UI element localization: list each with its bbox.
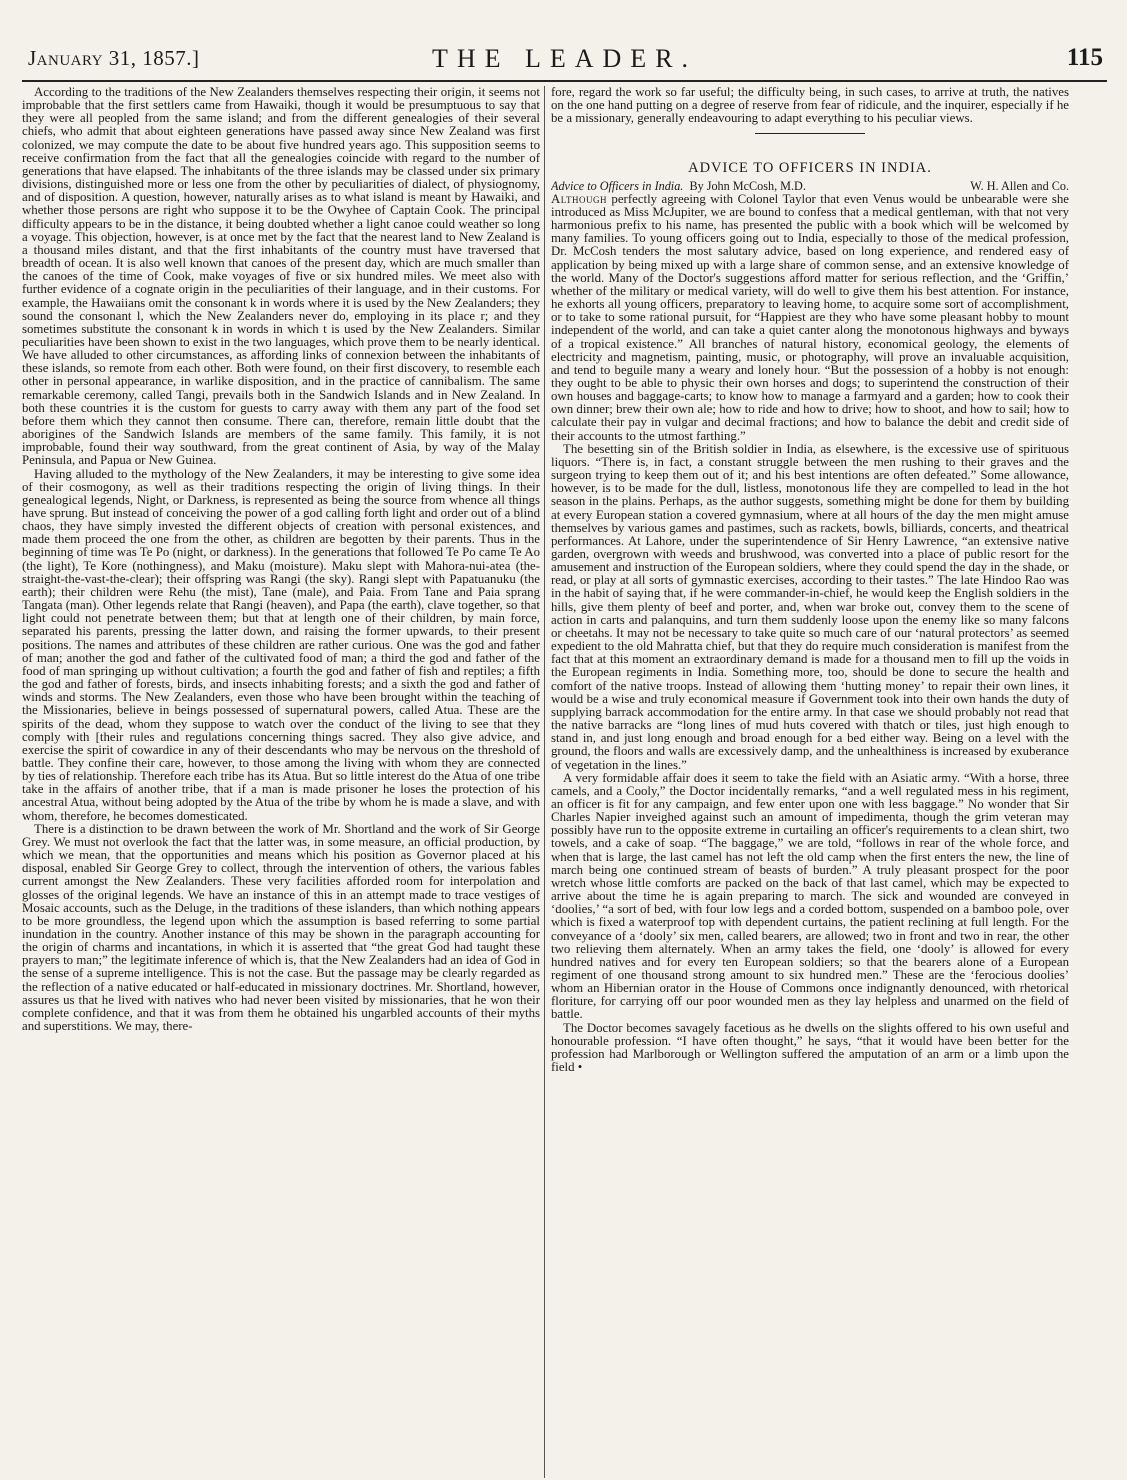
byline-publisher: W. H. Allen and Co. bbox=[970, 178, 1069, 193]
page-number: 115 bbox=[1066, 44, 1103, 71]
article-paragraph: There is a distinction to be drawn between the work of Mr. Shortland and the work of Sir George Grey. We must not overlook the fact that the latter was, in some measure, an official production, by which we mean, that the opportunities and means which his position as Governor placed at his disposal, enabled Sir George Grey to collect, through the intervention of others, the various fables current amongst the New Zealanders. These very facilities afforded room for interpolation and glosses of the original legends. We have an instance of this in an attempt made to trace vestiges of Mosaic accounts, such as the Deluge, in the traditions of these islanders, than which nothing appears to be more groundless, the legend upon which the assumption is based referring to some partial inundation in the country. Another instance of this may be shown in the paragraph accounting for the origin of charms and incantations, in which it is asserted that “the great God had taught these prayers to man;” the legitimate inference of which is, that the New Zealanders had an idea of God in the sense of a supreme intelligence. This is not the case. But the passage may be clearly regarded as the reflection of a native educated or half-educated in missionary doctrines. Mr. Shortland, however, assures us that he lived with natives who had never been visited by missionaries, that he won their complete confidence, and that it was from them he obtained his ungarbled accounts of their myths and superstitions. We may, there- bbox=[22, 821, 540, 1034]
byline-author: By John McCosh, M.D. bbox=[689, 178, 806, 193]
section-divider bbox=[755, 133, 865, 134]
article-paragraph: A very formidable affair does it seem to take the field with an Asiatic army. “With a horse, three camels, and a Cooly,” the Doctor incidentally remarks, “and a well regulated mess in his regiment, an officer is fit for any campaign, and few enter upon one with less baggage.” No wonder that Sir Charles Napier inveighed against such an amount of impedimenta, though the grim veteran may possibly have run to the opposite extreme in curtailing an officer's requirements to a clean shirt, two towels, and a cake of soap. “The baggage,” we are told, “follows in rear of the whole force, and when that is large, the last camel has not left the old camp when the first enters the new, the line of march being one continued stream of beasts of burden.” A truly pleasant prospect for the poor wretch whose little comforts are packed on the back of that last camel, which may be expected to arrive about the time he is again preparing to march. The sick and wounded are conveyed in ‘doolies,’ “a sort of bed, with four low legs and a corded bottom, suspended on a bamboo pole, over which is fixed a waterproof top with dependent curtains, the patient reclining at full length. For the conveyance of a ‘dooly’ six men, called bearers, are allowed; two in front and two in rear, the other two relieving them alternately. When an army takes the field, one ‘dooly’ is allowed for every hundred natives and for every ten European soldiers; so that the bearers alone of a European regiment of one thousand strong amount to six hundred men.” These are the ‘ferocious doolies’ whom an Hibernian orator in the House of Commons once indignantly denounced, with rhetorical floriture, for carrying off our poor wounded men as they lay helpless and unarmed on the field of battle. bbox=[551, 770, 1069, 1022]
article-title: ADVICE TO OFFICERS IN INDIA. bbox=[688, 160, 932, 177]
column-rule bbox=[544, 86, 545, 1478]
byline-book-title: Advice to Officers in India. bbox=[551, 178, 684, 193]
issue-date: January 31, 1857.] bbox=[28, 46, 200, 70]
article-paragraph bbox=[551, 193, 1069, 443]
article-paragraph: The besetting sin of the British soldier in India, as elsewhere, is the excessive use of spirituous liquors. “There is, in fact, a constant struggle between the men rushing to their graves and the surgeon trying to keep them out of it; and his best intentions are often defeated.” Some allowance, however, is to be made for the dull, listless, monotonous life they are compelled to lead in the hot season in the plains. Perhaps, as the author suggests, something might be done for them by building at every European station a covered gymnasium, where at all hours of the day the men might amuse themselves by various games and pastimes, such as rackets, bowls, billiards, concerts, and theatrical performances. At Lahore, under the superintendence of Sir Henry Lawrence, “an extensive native garden, overgrown with weeds and brushwood, was converted into a place of public resort for the amusement and instruction of the European soldiers, where they could spend the day in the shade, or read, or play at all sorts of gymnastic exercises, according to their tastes.” The late Hindoo Rao was in the habit of saying that, if he were commander-in-chief, he would keep the English soldiers in the hills, give them plenty of beef and porter, and, when war broke out, convey them to the scene of action in carts and palanquins, and turn them suddenly loose upon the enemy like so many falcons or cheetahs. It may not be necessary to take quite so much care of our ‘natural protectors’ as seemed expedient to the old Mahratta chief, but that they do require much consideration is manifest from the fact that at this moment an extraordinary demand is made for a thousand men to fill up the voids in the European regiments in India. Something more, too, should be done to secure the health and comfort of the native troops. Instead of allowing them ‘hutting money’ to repair their own lines, it would be a wise and truly economical measure if Government took into their own hands the duty of supplying barrack accommodation for the entire army. In that case we should probably not read that the native barracks are “long lines of mud huts covered with thatch or tiles, just high enough to stand in, and just long enough and broad enough for a bed either way. Being on a level with the ground, the floors and walls are excessively damp, and the unhealthiness is increased by exuberance of vegetation in the lines.” bbox=[551, 441, 1069, 772]
article-paragraph: The Doctor becomes savagely facetious as he dwells on the slights offered to his own useful and honourable profession. “I have often thought,” he says, “that it would have been better for the profession had Marlborough or Wellington suffered the amputation of an arm or a limb upon the field • bbox=[551, 1020, 1069, 1075]
article-paragraph: According to the traditions of the New Zealanders themselves respecting their origin, it seems not improbable that the first settlers came from Hawaiki, though it would be presumptuous to say that they were all peopled from the same island; and from the different genealogies of their several chiefs, who admit that about eighteen generations have passed away since New Zealand was first colonized, we may compute the date to be about five hundred years ago. This supposition seems to receive confirmation from the fact that all the genealogies coincide with regard to the number of generations that have elapsed. The inhabitants of the three islands may be classed under six primary divisions, distinguished more or less one from the other by peculiarities of dialect, of physiognomy, and of disposition. A question, however, naturally arises as to what island is meant by Hawaiki, and whether those persons are right who suppose it to be the Owyhee of Captain Cook. The principal difficulty appears to be in the distance, it being doubted whether a light canoe could weather so long a voyage. This objection, however, is at once met by the fact that the nearest land to New Zealand is a thousand miles distant, and that the first inhabitants of the country must have traversed that breadth of ocean. It is also well known that canoes of the present day, which are much smaller than the canoes of the time of Cook, make voyages of five or six hundred miles. We meet also with further evidence of a cognate origin in the peculiarities of their language, and in their customs. For example, the Hawaiians omit the consonant k in words where it is used by the New Zealanders; they sound the consonant l, which the New Zealanders never do, employing in its place r; and they sometimes substitute the consonant k in words in which t is used by the New Zealanders. Similar peculiarities have been shown to exist in the two languages, which prove them to be nearly identical. We have alluded to other circumstances, as affording links of connexion between the inhabitants of these islands, so remote from each other. Both were found, on their first discovery, to resemble each other in personal appearance, in warlike disposition, and in the practice of cannibalism. The same remarkable ceremony, called Tangi, prevails both in the Sandwich Islands and in New Zealand. In both these countries it is the custom for guests to carry away with them any part of the food set before them which they cannot then consume. There can, therefore, remain little doubt that the aborigines of the Sandwich Islands are members of the same family. This family, it is not improbable, found their way southward, from the great continent of Asia, by way of the Malay Peninsula, and Papua or New Guinea. bbox=[22, 86, 540, 468]
lead-paragraph-text: perfectly agreeing with Colonel Taylor that even Venus would be unbearable were she introduced as Miss McJupiter, we are bound to confess that a medical gentleman, with that not very harmonious prefix to his name, has presented the public with a book which will be welcomed by many families. To young officers going out to India, especially to those of the medical profession, Dr. McCosh tenders the most salutary advice, based on long experience, and rendered easy of application by being mixed up with a large share of common sense, and an extensive knowledge of the world. Many of the Doctor's suggestions afford matter for serious reflection, and the ‘Griffin,’ whether of the military or medical variety, will do well to give them his best attention. For instance, he exhorts all young officers, preparatory to leaving home, to acquire some sort of accomplishment, or to take to some rational pursuit, for “Happiest are they who have some pleasant hobby to mount independent of the world, and can take a quiet canter along the monotonous highways and byways of a tropical existence.” All branches of natural history, economical geology, the elements of electricity and magnetism, painting, music, or photography, will prove an invaluable acquisition, and tend to beguile many a weary and lonely hour. “But the possession of a hobby is not enough: they ought to be able to physic their own horses and dogs; to superintend the construction of their own houses and baggage-carts; to know how to manage a farmyard and a garden; how to cook their own dinner; brew their own ale; how to ride and how to drive; how to shoot, and how to sail; how to calculate their pay in vulgar and decimal fractions; and how to balance the debit and credit side of their accounts to the utmost farthing.” bbox=[551, 191, 1069, 443]
right-column bbox=[551, 86, 1069, 1478]
article-paragraph: Having alluded to the mythology of the New Zealanders, it may be interesting to give some idea of their cosmogony, as well as their traditions respecting the origin of living things. In their genealogical legends, Night, or Darkness, is represented as being the source from whence all things have sprung. But instead of conceiving the power of a god calling forth light and order out of a blind chaos, they have simply invested the different objects of creation with personal existences, and made them proceed the one from the other, as children are begotten by their parents. Thus in the beginning of time was Te Po (night, or darkness). In the generations that followed Te Po came Te Ao (the light), Te Kore (nothingness), and Maku (moisture). Maku slept with Mahora-nui-atea (the-straight-the-vast-the-clear); their offspring was Rangi (the sky). Rangi slept with Papatuanuku (the earth); their children were Rehu (the mist), Tane (male), and Paia. From Tane and Paia sprang Tangata (man). Other legends relate that Rangi (heaven), and Papa (the earth), clave together, so that light could not penetrate between them; but that at length one of their children, by main force, separated his parents, pressing the latter down, and raising the former upwards, to their present positions. The names and attributes of these children are rather curious. One was the god and father of man; another the god and father of the cultivated food of man; a third the god and father of the food of man springing up without cultivation; a fourth the god and father of fish and reptiles; a fifth the god and father of forests, birds, and insects inhabiting forests; and a sixth the god and father of winds and storms. The New Zealanders, even those who have been brought within the teaching of the Missionaries, believe in beings possessed of supernatural powers, called Atua. These are the spirits of the dead, whom they suppose to watch over the conduct of the living to see that they comply with [their rules and regulations concerning things sacred. They also give advice, and exercise the spirit of cowardice in any of their descendants who may be nervous on the threshold of battle. They confine their care, however, to those among the living with whom they are connected by ties of relationship. Therefore each tribe has its Atua. But so little interest do the Atua of one tribe take in the affairs of another tribe, that if a man is made prisoner he loses the protection of his ancestral Atua, without being adopted by the Atua of the tribe by whom he is made a slave, and with whom, therefore, he becomes domesticated. bbox=[22, 466, 540, 823]
left-column bbox=[22, 86, 540, 1478]
newspaper-title: THE LEADER. bbox=[431, 44, 698, 73]
continued-paragraph: fore, regard the work so far useful; the difficulty being, in such cases, to arrive at truth, the natives on the one hand putting on a degree of reserve from fear of ridicule, and the inquirer, especially if he be a missionary, generally endeavouring to adapt everything to his peculiar views. bbox=[551, 86, 1069, 126]
lead-word: Although bbox=[551, 191, 607, 206]
masthead bbox=[22, 40, 1107, 82]
